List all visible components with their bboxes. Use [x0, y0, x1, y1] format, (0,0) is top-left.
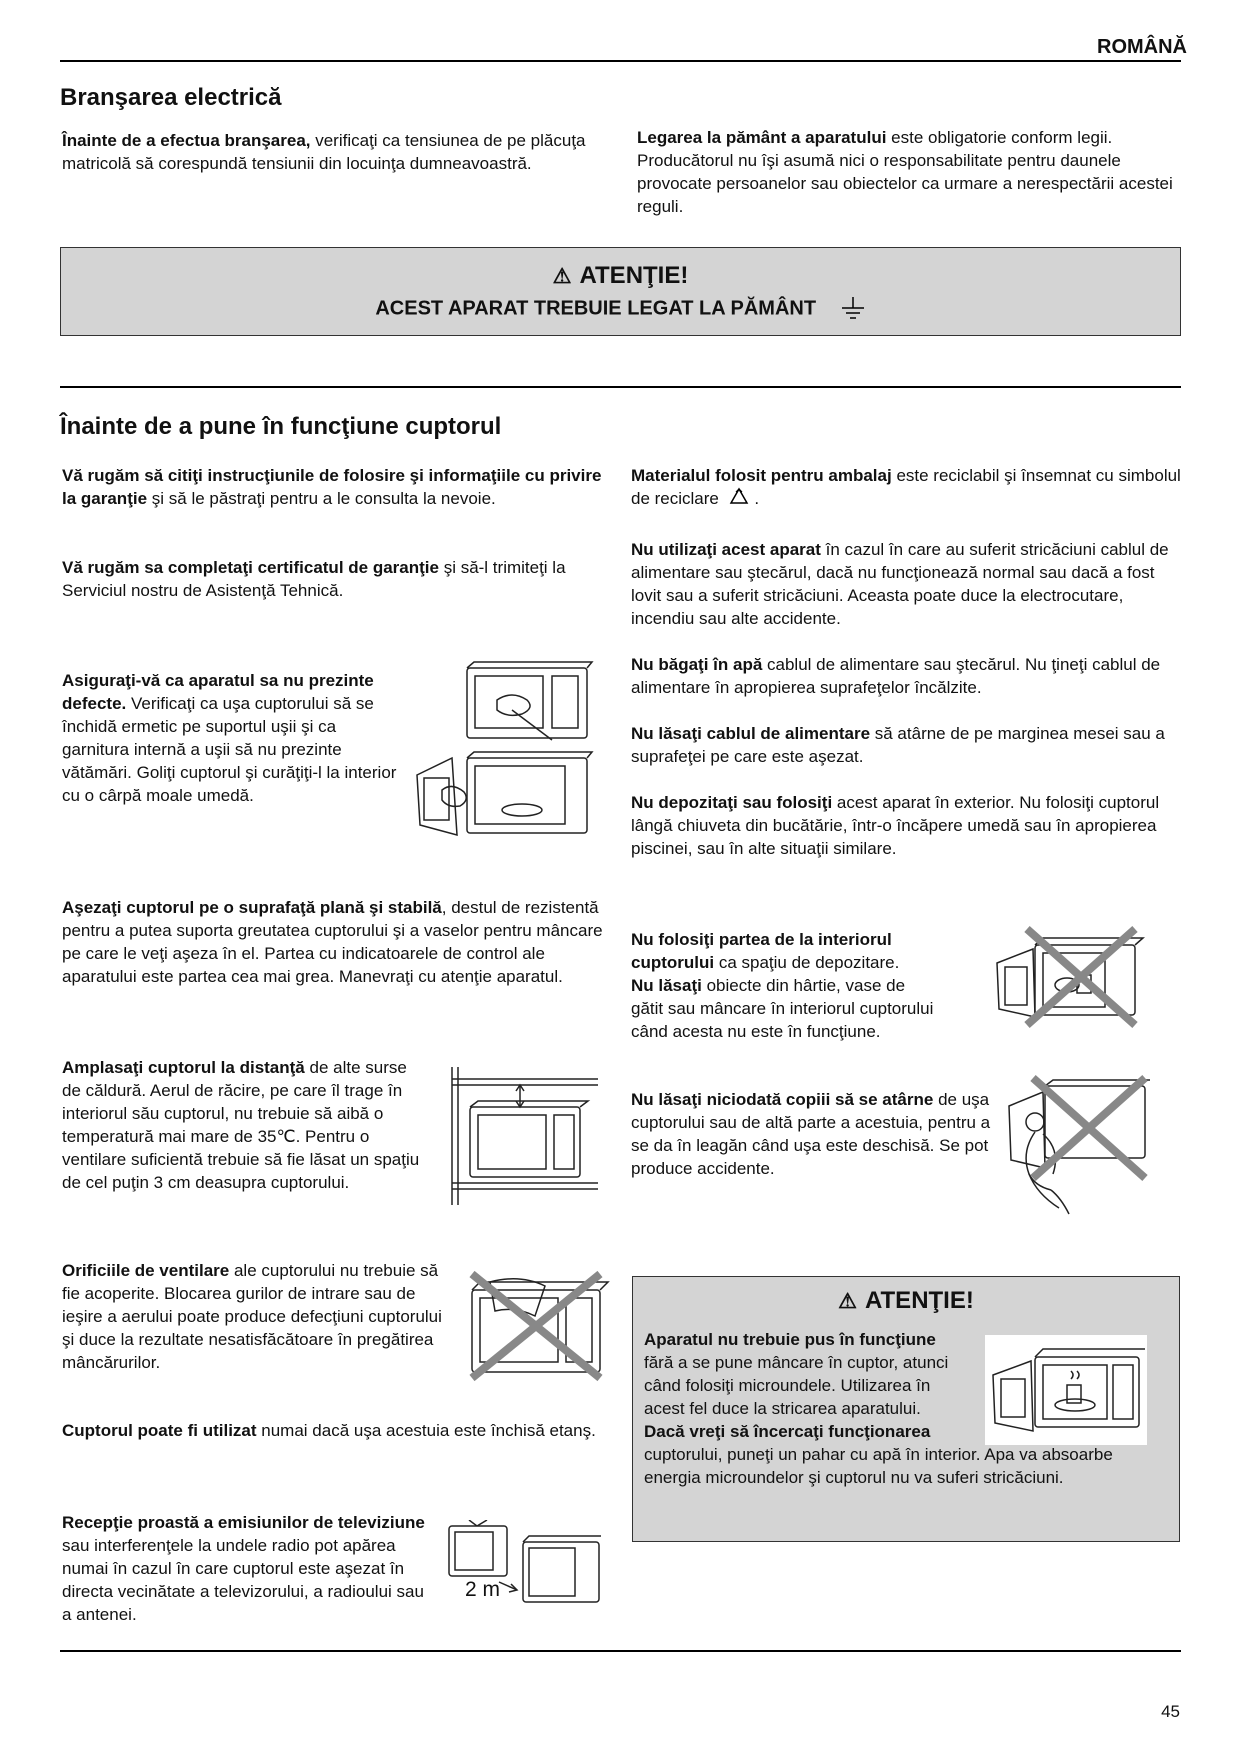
section-title-electrical: Branşarea electrică — [60, 84, 282, 111]
paragraph-text: în cazul în care au suferit stricăciuni cablul de alimentare sau ştecărul, dacă nu funcţionează normal sau dacă a fost lovit sau a suferit stricăciuni. Aceasta poate duce la electrocutare, incendiu sau alte accidente. — [631, 540, 1169, 628]
paragraph-text: acest aparat în exterior. Nu folosiţi cuptorul lângă chiuveta din bucătărie, într-o încăpere umedă sau în apropierea piscinei, sau în alte situaţii similare. — [631, 793, 1160, 858]
paragraph-recyclable-packaging — [631, 464, 1181, 510]
bold-lead: Vă rugăm să citiţi instrucţiunile de folosire şi informaţiile cu privire la garanţie — [62, 466, 602, 508]
paragraph-grounding — [637, 126, 1182, 218]
illustration-child-door-crossed — [1005, 1072, 1150, 1222]
section-rule — [60, 386, 1181, 388]
paragraph-text: ca spaţiu de depozitare. — [714, 953, 900, 972]
paragraph-text-2: cuptorului, puneţi un pahar cu apă în interior. Apa va absoarbe energia microundelor şi cuptorul nu va suferi stricăciuni. — [644, 1445, 1113, 1487]
paragraph-door-closed — [62, 1419, 607, 1442]
paragraph-text: este obligatorie conform legii. Producătorul nu îşi asumă nici o responsabilitate pentru daunele provocate persoanelor sau obiectelor ca urmare a nerespectării acestei reguli. — [637, 128, 1173, 216]
page-number: 45 — [1161, 1702, 1180, 1721]
paragraph-text: , destul de rezistentă pentru a putea suporta greutatea cuptorului şi a vaselor pentru mâncare pe care le veţi aşeza în el. Partea cu indicatoarele de control ale aparatului este partea cea mai grea. Manevraţi cu atenţie aparatul. — [62, 898, 603, 986]
distance-label: 2 m — [465, 1578, 501, 1601]
bold-lead: Materialul folosit pentru ambalaj — [631, 466, 892, 485]
paragraph-text-2: obiecte din hârtie, vase de gătit sau mâncare în interiorul cuptorului când acesta nu este în funcţiune. — [631, 976, 934, 1041]
bold-lead-2: Dacă vreţi să încercaţi funcţionarea — [644, 1422, 931, 1441]
paragraph-text: să atârne de pe marginea mesei sau a suprafeţei pe care este aşezat. — [631, 724, 1165, 766]
paragraph-ventilation — [62, 1259, 447, 1374]
warning-text-top — [644, 1328, 974, 1443]
header-rule — [60, 60, 1181, 62]
bold-lead: Nu folosiţi partea de la interiorul cuptorului — [631, 930, 892, 972]
paragraph-text: de uşa cuptorului sau de altă parte a acestuia, pentru a se da în leagăn când uşa este deschisă. Se pot produce accidente. — [631, 1090, 991, 1178]
paragraph-text: de alte surse de căldură. Aerul de răcire, pe care îl trage în interiorul său cuptorul, nu trebuie să aibă o temperatură mai mare de 35℃. Pentru o ventilare suficientă trebuie să fie lăsat un spaţiu de cel puţin 3 cm deasupra cuptorului. — [62, 1058, 420, 1192]
paragraph-text: fără a se pune mâncare în cuptor, atunci când folosiţi microundele. Utilizarea în acest fel duce la stricarea aparatului. — [644, 1353, 949, 1418]
bold-lead: Orificiile de ventilare — [62, 1261, 230, 1280]
bold-lead: Recepţie proastă a emisiunilor de televiziune — [62, 1513, 425, 1532]
paragraph-no-water — [631, 653, 1181, 699]
paragraph-check-defects — [62, 669, 402, 807]
bold-lead: Aşezaţi cuptorul pe o suprafaţă plană şi stabilă — [62, 898, 442, 917]
warning-triangle-icon: ⚠ — [552, 265, 572, 288]
bold-lead: Nu lăsaţi niciodată copiii să se atârne — [631, 1090, 934, 1109]
illustration-tv-distance — [447, 1520, 602, 1610]
bold-lead: Nu lăsaţi cablul de alimentare — [631, 724, 871, 743]
paragraph-text: ale cuptorului nu trebuie să fie acoperite. Blocarea gurilor de intrare sau de ieşire a aerului poate produce defecţiuni cuptorului şi duce la rezultate nesatisfăcătoare în pregătirea mâncărurilor. — [62, 1261, 442, 1372]
paragraph-distance-heat — [62, 1056, 427, 1194]
section-title-before-use: Înainte de a pune în funcţiune cuptorul — [60, 413, 502, 440]
paragraph-text: numai dacă uşa acestuia este închisă etanş. — [256, 1421, 596, 1440]
ground-symbol-icon — [840, 296, 866, 322]
paragraph-flat-surface — [62, 896, 607, 988]
bold-lead: Legarea la pământ a aparatului — [637, 128, 887, 147]
illustration-oven-clearance — [450, 1065, 600, 1207]
bold-lead: Aparatul nu trebuie pus în funcţiune — [644, 1330, 936, 1349]
bold-lead: Vă rugăm sa completaţi certificatul de garanţie — [62, 558, 439, 577]
paragraph-text: este reciclabil şi însemnat cu simbolul de reciclare — [631, 466, 1181, 508]
bold-lead: Nu băgaţi în apă — [631, 655, 763, 674]
paragraph-end: . — [749, 489, 760, 508]
warning-triangle-icon: ⚠ — [838, 1290, 857, 1313]
illustration-storage-crossed — [995, 925, 1145, 1030]
warning-title: ATENŢIE! — [579, 262, 689, 289]
illustration-water-glass — [985, 1335, 1147, 1445]
paragraph-text: cablul de alimentare sau ştecărul. Nu ţineţi cablul de alimentare în apropierea suprafeţelor încălzite. — [631, 655, 1161, 697]
bold-lead: Amplasaţi cuptorul la distanţă — [62, 1058, 305, 1077]
recycle-icon — [728, 487, 750, 507]
paragraph-tv-reception — [62, 1511, 437, 1626]
paragraph-hanging-cable — [631, 722, 1181, 768]
bold-lead-2: Nu lăsaţi — [631, 976, 702, 995]
paragraph-no-outdoor — [631, 791, 1181, 860]
paragraph-children-warning — [631, 1088, 1001, 1180]
bold-lead: Nu utilizaţi acest aparat — [631, 540, 821, 559]
warning-box-empty-oven — [632, 1276, 1180, 1542]
paragraph-before-connection — [62, 129, 602, 175]
paragraph-damaged-cable — [631, 538, 1181, 630]
bold-lead: Cuptorul poate fi utilizat — [62, 1421, 257, 1440]
bold-lead: Înainte de a efectua branşarea, — [62, 131, 311, 150]
footer-rule — [60, 1650, 1181, 1652]
language-label: ROMÂNĂ — [1097, 36, 1187, 58]
paragraph-warranty-certificate — [62, 556, 607, 602]
bold-lead: Asiguraţi-vă ca aparatul sa nu prezinte defecte. — [62, 671, 374, 713]
illustration-cleaning-oven — [412, 660, 602, 840]
paragraph-text: verificaţi ca tensiunea de pe plăcuţa matricolă să corespundă tensiunii din locuinţa dumneavoastră. — [62, 131, 586, 173]
paragraph-text: şi să-l trimiteţi la Serviciul nostru de Asistenţă Tehnică. — [62, 558, 566, 600]
paragraph-no-storage — [631, 928, 941, 1043]
paragraph-read-instructions — [62, 464, 607, 510]
paragraph-text: Verificaţi ca uşa cuptorului să se închidă ermetic pe suportul uşii şi ca garnitura internă a uşii să nu prezinte vătămări. Goliţi cuptorul şi curăţiţi-l la interior cu o cârpă moale umedă. — [62, 694, 397, 805]
bold-lead: Nu depozitaţi sau folosiţi — [631, 793, 833, 812]
paragraph-text: şi să le păstraţi pentru a le consulta la nevoie. — [147, 489, 496, 508]
warning-text-bottom — [644, 1443, 1169, 1489]
warning-title: ATENŢIE! — [864, 1287, 974, 1314]
warning-box-grounding — [60, 247, 1181, 336]
warning-text: ACEST APARAT TREBUIE LEGAT LA PĂMÂNT — [375, 297, 817, 320]
paragraph-text: sau interferenţele la undele radio pot apărea numai în cazul în care cuptorul este aşezat în directa vecinătate a televizorului, a radioului sau a antenei. — [62, 1536, 424, 1624]
illustration-covered-vents-crossed — [460, 1270, 610, 1382]
